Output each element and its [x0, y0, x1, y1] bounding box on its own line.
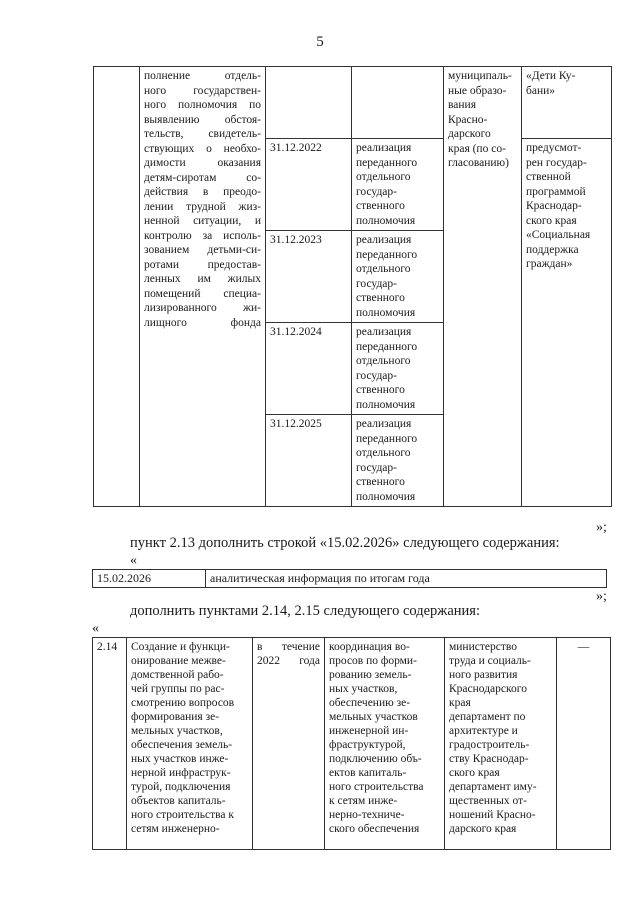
text-line: дарского [448, 128, 491, 140]
opening-quote-1: « [130, 553, 137, 568]
text-line: ных участков, [329, 683, 398, 695]
text-line: подключению объ- [329, 753, 422, 765]
result-cell [352, 231, 444, 323]
text-line: рен государ- [526, 156, 587, 169]
row-2-14-executor [449, 640, 552, 836]
text-line: ского края [449, 767, 500, 779]
text-line: отдельного [356, 355, 411, 367]
text-line: ненной ситуации, и [144, 215, 261, 227]
text-line: ственной [526, 171, 571, 183]
deadline-date: 31.12.2024 [270, 326, 322, 338]
text-line: ленных им жилых [144, 273, 261, 285]
text-line: действия в преодо- [144, 186, 261, 198]
text-line: ного полномочия по [144, 99, 261, 111]
text-line: государ- [356, 185, 397, 198]
text-line: зованием детьми-си- [144, 244, 261, 256]
text-line: просов по форми- [329, 655, 417, 667]
text-line: переданного [356, 156, 418, 169]
deadline-cell [266, 231, 352, 323]
deadline-date: 31.12.2022 [270, 142, 322, 154]
text-line: сетям инженерно- [131, 823, 220, 835]
row-2-14-executor-cell [445, 638, 557, 850]
text-line: ного развития [449, 669, 518, 681]
text-line: выявлению обстоя- [144, 113, 261, 126]
text-line: реализация [356, 326, 412, 338]
result-text [356, 141, 439, 228]
text-line: края [449, 697, 471, 709]
amendment-paragraph-1: пункт 2.13 дополнить строкой «15.02.2026» следующего содержания: [130, 535, 560, 551]
text-line: граждан» [526, 258, 573, 270]
text-line: контролю за исполь- [144, 229, 261, 242]
text-line: ского обеспечения [329, 823, 420, 835]
source-cell-bottom [522, 139, 612, 507]
text-line: отдельного [356, 171, 411, 183]
text-line: ству Краснодар- [449, 753, 529, 765]
text-line: лизированного жи- [144, 302, 261, 314]
source-cell-top [522, 67, 612, 139]
text-line: ного строительства к [131, 809, 234, 821]
text-line: ношений Красно- [449, 809, 536, 821]
text-line: отдельного [356, 263, 411, 275]
text-line: ротами предостав- [144, 258, 261, 271]
text-line: департамент по [449, 711, 526, 723]
executor-text [448, 69, 517, 171]
text-line: координация во- [329, 641, 410, 653]
new-points-table [92, 637, 611, 850]
text-line: нерно-техниче- [329, 809, 405, 821]
text-line: помещений специа- [144, 287, 261, 300]
program-name [526, 69, 607, 98]
text-line: государ- [356, 277, 397, 290]
text-line: лищного фонда [144, 316, 261, 329]
text-line: рованию земель- [329, 669, 412, 681]
row-2-14-title [131, 640, 248, 836]
continued-measures-table [93, 66, 612, 507]
measure-description-cell [140, 67, 266, 507]
deadline-date: 31.12.2025 [270, 418, 322, 430]
text-line: ных участков инже- [131, 753, 229, 765]
text-line: реализация [356, 142, 412, 154]
result-text [356, 417, 439, 504]
text-line: ствующих о необхо- [144, 142, 261, 155]
text-line: инженерной ин- [329, 725, 409, 737]
text-line: Создание и функци- [131, 641, 230, 653]
text-line: предусмот- [526, 142, 582, 154]
page-number: 5 [316, 34, 324, 50]
text-line: градостроитель- [449, 739, 530, 751]
text-line: переданного [356, 432, 418, 445]
text-line: вания Красно- [448, 99, 488, 126]
row-2-14-result-cell [325, 638, 445, 850]
text-line: ского края [526, 214, 577, 227]
row-2-14-term [257, 640, 320, 668]
opening-quote-2: « [92, 621, 99, 636]
text-line: мельных участков [329, 711, 418, 723]
cell-empty-number [94, 67, 140, 507]
closing-quote-2: »; [596, 589, 607, 604]
text-line: полномочия [356, 306, 416, 319]
result-cell [352, 139, 444, 231]
text-line: архитектуре и [449, 725, 518, 737]
text-line: домственной рабо- [131, 669, 224, 681]
cell-empty-result [352, 67, 444, 139]
text-line: реализация [356, 418, 412, 430]
text-line: государ- [356, 369, 397, 382]
measure-description [144, 69, 261, 330]
program-note [526, 141, 607, 272]
text-line: отдельного [356, 447, 411, 459]
text-line: обеспечению зе- [329, 697, 411, 709]
text-line: полнение отдель- [144, 70, 261, 82]
text-line: ные образо- [448, 84, 507, 97]
text-line: «Дети Ку- [526, 70, 576, 82]
text-line: онирование межве- [131, 655, 226, 667]
text-line: «Социальная [526, 229, 591, 241]
row-2-13-text: аналитическая информация по итогам года [206, 570, 607, 588]
text-line: димости оказания [144, 157, 261, 169]
text-line: лении трудной жиз- [144, 200, 261, 213]
text-line: турой, подключения [131, 781, 231, 793]
deadline-date: 31.12.2023 [270, 234, 322, 246]
text-line: дарского края [449, 823, 517, 835]
text-line: труда и социаль- [449, 655, 531, 667]
text-line: ектов капиталь- [329, 767, 407, 779]
text-line: Краснодарского [449, 683, 527, 695]
text-line: ственного [356, 384, 405, 396]
text-line: министерство [449, 641, 517, 653]
text-line: департамент иму- [449, 781, 537, 793]
text-line: ного строительства [329, 781, 424, 793]
text-line: детям-сиротам со- [144, 171, 261, 184]
text-line: реализация [356, 234, 412, 246]
row-2-14-result [329, 640, 440, 836]
row-2-14-term-cell [253, 638, 325, 850]
row-2-14-title-cell [127, 638, 253, 850]
text-line: объектов капиталь- [131, 795, 226, 807]
text-line: бани» [526, 84, 556, 97]
text-line: муниципаль- [448, 70, 512, 82]
row-2-14-source-dash: — [557, 638, 611, 850]
result-cell [352, 323, 444, 415]
text-line: переданного [356, 340, 418, 353]
text-line: Краснодар- [526, 200, 582, 212]
cell-empty-date [266, 67, 352, 139]
text-line: фраструктурой, [329, 739, 406, 751]
text-line: формирования зе- [131, 711, 220, 723]
text-line: программой [526, 185, 586, 198]
text-line: чей группы по рас- [131, 683, 225, 695]
closing-quote-1: »; [596, 520, 607, 535]
text-line: нерной инфраструк- [131, 767, 231, 779]
deadline-cell [266, 323, 352, 415]
text-line: ственного [356, 476, 405, 488]
text-line: края (по со- [448, 142, 506, 155]
deadline-cell [266, 415, 352, 507]
text-line: смотрению вопросов [131, 697, 235, 709]
text-line: щественных от- [449, 795, 527, 807]
executor-cell [444, 67, 522, 507]
deadline-cell [266, 139, 352, 231]
result-text [356, 325, 439, 412]
row-2-13-table [92, 569, 607, 588]
text-line: переданного [356, 248, 418, 261]
text-line: гласованию) [448, 157, 509, 169]
row-2-14-number: 2.14 [93, 638, 127, 850]
text-line: государ- [356, 461, 397, 474]
text-line: в течение [257, 641, 320, 653]
text-line: поддержка [526, 243, 579, 256]
text-line: к сетям инже- [329, 795, 398, 807]
text-line: ственного [356, 292, 405, 304]
text-line: ного государствен- [144, 84, 261, 97]
text-line: полномочия [356, 398, 416, 411]
text-line: полномочия [356, 214, 416, 227]
text-line: обеспечения земель- [131, 739, 233, 751]
text-line: мельных участков, [131, 725, 223, 737]
text-line: тельств, свидетель- [144, 128, 261, 140]
amendment-paragraph-2: дополнить пунктами 2.14, 2.15 следующего содержания: [130, 603, 480, 619]
result-cell [352, 415, 444, 507]
text-line: полномочия [356, 490, 416, 503]
row-2-13-date: 15.02.2026 [93, 570, 206, 588]
result-text [356, 233, 439, 320]
text-line: ственного [356, 200, 405, 212]
text-line: 2022 года [257, 655, 320, 667]
